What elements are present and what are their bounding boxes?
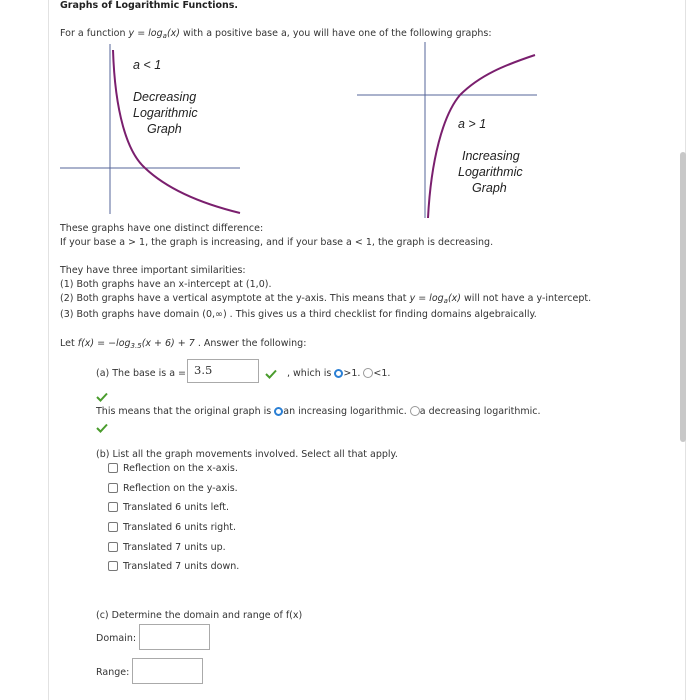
part-a-comparison: , which is >1. <1. [287,368,391,379]
similarity-1: (1) Both graphs have an x-intercept at (1,0). [60,279,272,290]
part-a-label: (a) The base is a = [96,368,187,379]
part-a-meaning: This means that the original graph is an increasing logarithmic. a decreasing logarithmic. [96,406,541,417]
range-input[interactable] [132,658,203,684]
radio-less-than-one[interactable] [363,368,373,378]
option-left-6[interactable]: Translated 6 units left. [108,502,229,513]
right-label-1: Increasing [462,149,520,163]
radio-decreasing[interactable] [410,406,420,416]
left-condition: a < 1 [133,58,162,72]
left-border [48,0,49,700]
option-reflect-y[interactable]: Reflection on the y-axis. [108,483,238,494]
left-label-2: Logarithmic [133,106,198,120]
increasing-log-graph [355,40,540,220]
domain-label: Domain: [96,633,137,644]
right-label-3: Graph [472,181,507,195]
scrollbar-thumb[interactable] [680,152,686,442]
checkbox[interactable] [108,542,118,552]
radio-increasing[interactable] [274,407,283,416]
left-label-1: Decreasing [133,90,197,104]
check-icon [265,369,277,379]
option-reflect-x[interactable]: Reflection on the x-axis. [108,463,238,474]
left-label-3: Graph [147,122,182,136]
part-c-label: (c) Determine the domain and range of f(x) [96,610,303,621]
right-label-2: Logarithmic [458,165,523,179]
domain-input[interactable] [139,624,210,650]
check-icon [96,423,108,433]
similarity-2: (2) Both graphs have a vertical asymptote at the y-axis. This means that $y = \log_a(x)$ will not have a y-intercept. [60,293,592,305]
range-label: Range: [96,667,130,678]
option-right-6[interactable]: Translated 6 units right. [108,522,236,533]
difference-text: If your base a > 1, the graph is increasing, and if your base a < 1, the graph is decreasing. [60,237,494,248]
option-up-7[interactable]: Translated 7 units up. [108,542,226,553]
page-title: Graphs of Logarithmic Functions. [60,0,239,11]
checkbox[interactable] [108,502,118,512]
base-answer-input[interactable]: 3.5 [187,359,259,383]
similarities-heading: They have three important similarities: [60,265,246,276]
difference-heading: These graphs have one distinct difference: [60,223,264,234]
problem-statement: Let $f(x) = -\log_{3.5}(x + 6) + 7$ . Answer the following: [60,338,307,350]
radio-greater-than-one[interactable] [334,369,343,378]
checkbox[interactable] [108,522,118,532]
right-condition: a > 1 [458,117,487,131]
option-down-7[interactable]: Translated 7 units down. [108,561,239,572]
part-b-label: (b) List all the graph movements involved. Select all that apply. [96,449,398,460]
check-icon [96,392,108,402]
checkbox[interactable] [108,561,118,571]
checkbox[interactable] [108,463,118,473]
similarity-3: (3) Both graphs have domain (0,∞) . This gives us a third checklist for finding domains algebraically. [60,309,537,320]
checkbox[interactable] [108,483,118,493]
intro-text: For a function $y = \log_a(x)$ with a positive base a, you will have one of the following graphs: [60,28,492,40]
